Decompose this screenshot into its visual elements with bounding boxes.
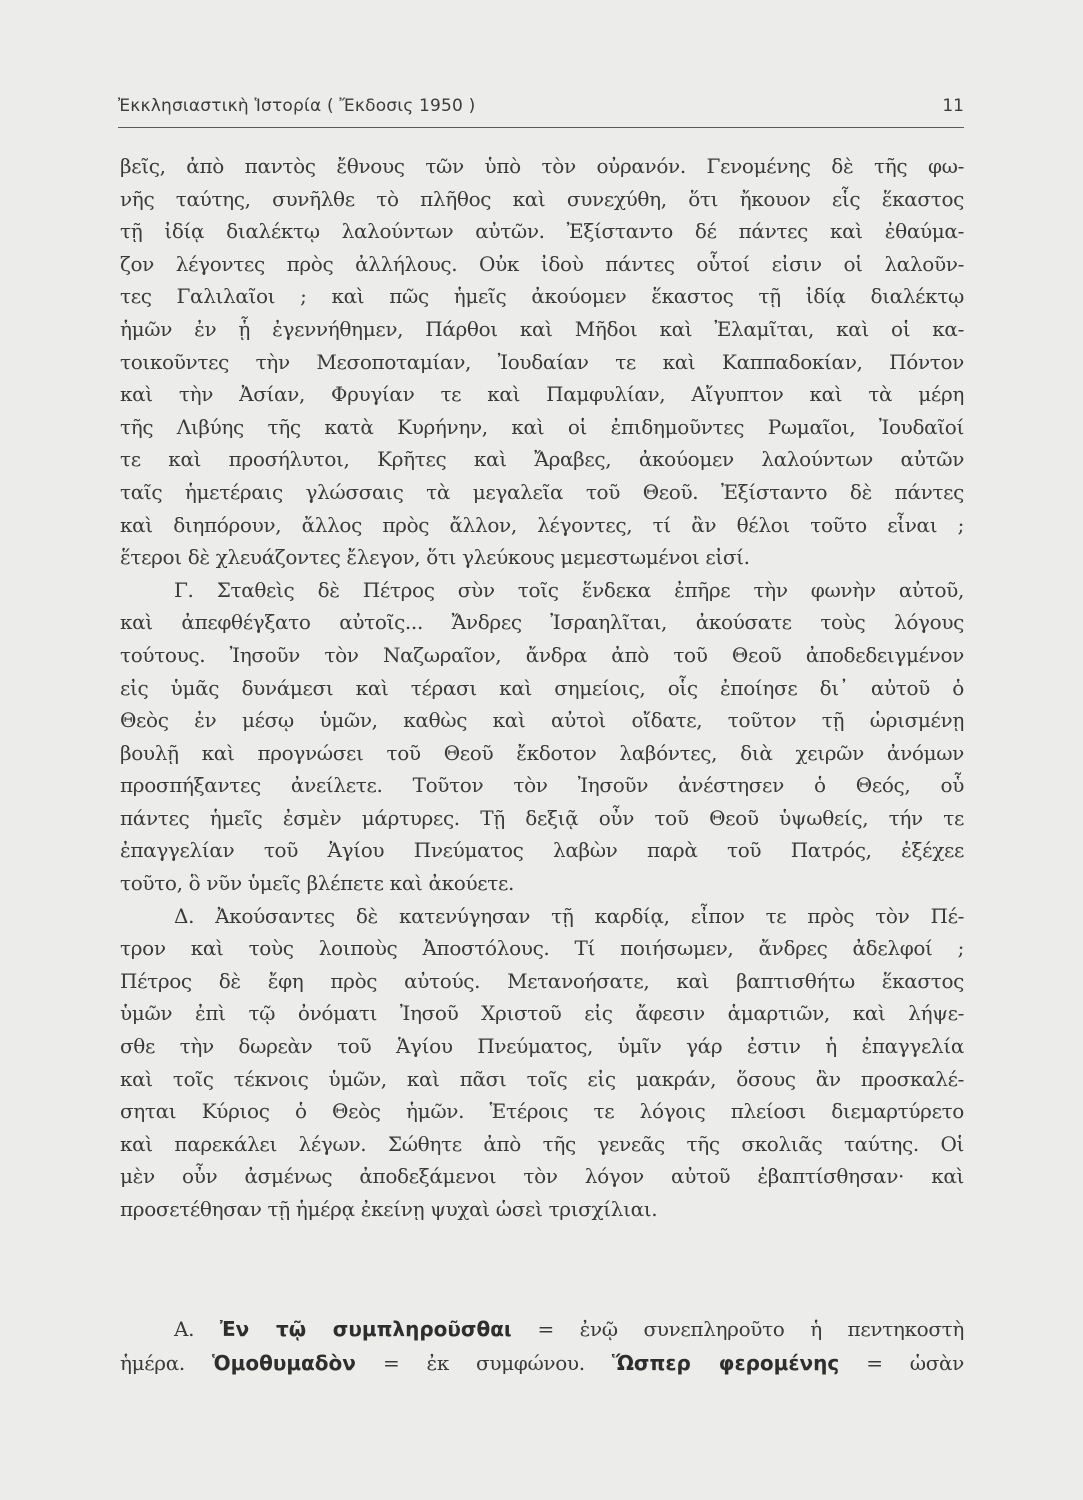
text-line: τοικοῦντες τὴν Μεσοποταμίαν, Ἰουδαίαν τε καὶ Καππαδοκίαν, Πόντον [120,349,964,374]
glossary-definition: = ἐνῷ συνεπληροῦτο ἡ πεντηκοστὴ [537,1317,965,1341]
note-line [120,1312,964,1346]
text-line: καὶ τὴν Ἀσίαν, Φρυγίαν τε καὶ Παμφυλίαν, Αἴγυπτον καὶ τὰ μέρη [120,382,964,407]
text-line: καὶ παρεκάλει λέγων. Σώθητε ἀπὸ τῆς γενεᾶς τῆς σκολιᾶς ταύτης. Οἱ [120,1131,964,1156]
page-number: 11 [942,96,964,116]
text-line: προσετέθησαν τῇ ἡμέρᾳ ἐκείνῃ ψυχαὶ ὡσεὶ τρισχίλιαι. [120,1197,658,1221]
text-line: ταῖς ἡμετέραις γλώσσαις τὰ μεγαλεῖα τοῦ Θεοῦ. Ἐξίσταντο δὲ πάντες [120,479,964,504]
running-title: Ἐκκλησιαστικὴ Ἱστορία ( Ἔκδοσις 1950 ) [118,96,476,116]
text-line: σηται Κύριος ὁ Θεὸς ἡμῶν. Ἑτέροις τε λόγοις πλείοσι διεμαρτύρετο [120,1099,964,1124]
text-line: καὶ διηπόρουν, ἄλλος πρὸς ἄλλον, λέγοντες, τί ἂν θέλοι τοῦτο εἶναι ; [120,512,964,537]
text-line: τῆς Λιβύης τῆς κατὰ Κυρήνην, καὶ οἱ ἐπιδημοῦντες Ρωμαῖοι, Ἰουδαῖοί [120,414,964,439]
text-line: Πέτρος δὲ ἔφη πρὸς αὐτούς. Μετανοήσατε, καὶ βαπτισθήτω ἕκαστος [120,968,964,993]
text-line: προσπήξαντες ἀνείλετε. Τοῦτον τὸν Ἰησοῦν ἀνέστησεν ὁ Θεός, οὗ [120,773,964,798]
note-continuation: ἡμέρα. [120,1351,185,1375]
glossary-definition: = ὡσὰν [866,1351,964,1375]
paragraph-start-line: Δ. Ἀκούσαντες δὲ κατενύγησαν τῇ καρδίᾳ, εἶπον τε πρὸς τὸν Πέ- [174,903,964,928]
text-line: ἕτεροι δὲ χλευάζοντες ἔλεγον, ὅτι γλεύκους μεμεστωμένοι εἰσί. [120,545,750,570]
text-line: καὶ τοῖς τέκνοις ὑμῶν, καὶ πᾶσι τοῖς εἰς μακράν, ὅσους ἂν προσκαλέ- [120,1066,964,1091]
main-text-block [120,150,964,1226]
glossary-term: Ἐν τῷ συμπληροῦσθαι [219,1317,512,1341]
text-line: Θεὸς ἐν μέσῳ ὑμῶν, καθὼς καὶ αὐτοὶ οἴδατε, τοῦτον τῇ ὡρισμένῃ [120,708,964,733]
text-line: ἐπαγγελίαν τοῦ Ἁγίου Πνεύματος λαβὼν παρὰ τοῦ Πατρός, ἐξέχεε [120,838,964,863]
text-line: ζον λέγοντες πρὸς ἀλλήλους. Οὐκ ἰδοὺ πάντες οὗτοί εἰσιν οἱ λαλοῦν- [120,251,964,276]
text-line: ἡμῶν ἐν ᾗ ἐγεννήθημεν, Πάρθοι καὶ Μῆδοι καὶ Ἐλαμῖται, καὶ οἱ κα- [120,316,964,341]
text-line: τούτους. Ἰησοῦν τὸν Ναζωραῖον, ἄνδρα ἀπὸ τοῦ Θεοῦ ἀποδεδειγμένον [120,642,964,667]
text-line: σθε τὴν δωρεὰν τοῦ Ἁγίου Πνεύματος, ὑμῖν γάρ ἐστιν ἡ ἐπαγγελία [120,1034,964,1059]
text-line: τῇ ἰδίᾳ διαλέκτῳ λαλούντων αὐτῶν. Ἐξίσταντο δέ πάντες καὶ ἐθαύμα- [120,219,964,244]
text-line: πάντες ἡμεῖς ἐσμὲν μάρτυρες. Τῇ δεξιᾷ οὖν τοῦ Θεοῦ ὑψωθείς, τήν τε [120,805,964,830]
text-line: τες Γαλιλαῖοι ; καὶ πῶς ἡμεῖς ἀκούομεν ἕκαστος τῇ ἰδίᾳ διαλέκτῳ [120,284,964,309]
note-line [120,1346,964,1380]
text-line: μὲν οὖν ἀσμένως ἀποδεξάμενοι τὸν λόγον αὐτοῦ ἐβαπτίσθησαν· καὶ [120,1164,964,1189]
glossary-term: Ὁμοθυμαδὸν [211,1351,356,1375]
text-line: τε καὶ προσήλυτοι, Κρῆτες καὶ Ἄραβες, ἀκούομεν λαλούντων αὐτῶν [120,447,964,472]
paragraph-start-line: Γ. Σταθεὶς δὲ Πέτρος σὺν τοῖς ἕνδεκα ἐπῆρε τὴν φωνὴν αὐτοῦ, [174,577,964,602]
glossary-definition: = ἐκ συμφώνου. [382,1351,585,1375]
text-line: βεῖς, ἀπὸ παντὸς ἔθνους τῶν ὑπὸ τὸν οὐρανόν. Γενομένης δὲ τῆς φω- [120,154,964,178]
text-line: εἰς ὑμᾶς δυνάμεσι καὶ τέρασι καὶ σημείοις, οἷς ἐποίησε δι᾽ αὐτοῦ ὁ [120,675,964,700]
note-label: Α. [174,1317,195,1341]
text-line: βουλῇ καὶ προγνώσει τοῦ Θεοῦ ἔκδοτον λαβόντες, διὰ χειρῶν ἀνόμων [120,740,964,765]
glossary-notes [120,1312,964,1380]
text-line: νῆς ταύτης, συνῆλθε τὸ πλῆθος καὶ συνεχύθη, ὅτι ἤκουον εἷς ἕκαστος [120,186,964,211]
glossary-term: Ὥσπερ φερομένης [611,1351,840,1375]
text-line: καὶ ἀπεφθέγξατο αὐτοῖς... Ἄνδρες Ἰσραηλῖται, ἀκούσατε τοὺς λόγους [120,610,964,635]
text-line: ὑμῶν ἐπὶ τῷ ὀνόματι Ἰησοῦ Χριστοῦ εἰς ἄφεσιν ἁμαρτιῶν, καὶ λήψε- [120,1001,964,1026]
header-rule [118,127,964,128]
text-line: τρον καὶ τοὺς λοιποὺς Ἀποστόλους. Τί ποιήσωμεν, ἄνδρες ἀδελφοί ; [120,936,964,961]
page-header [118,96,964,124]
text-line: τοῦτο, ὃ νῦν ὑμεῖς βλέπετε καὶ ἀκούετε. [120,871,515,896]
